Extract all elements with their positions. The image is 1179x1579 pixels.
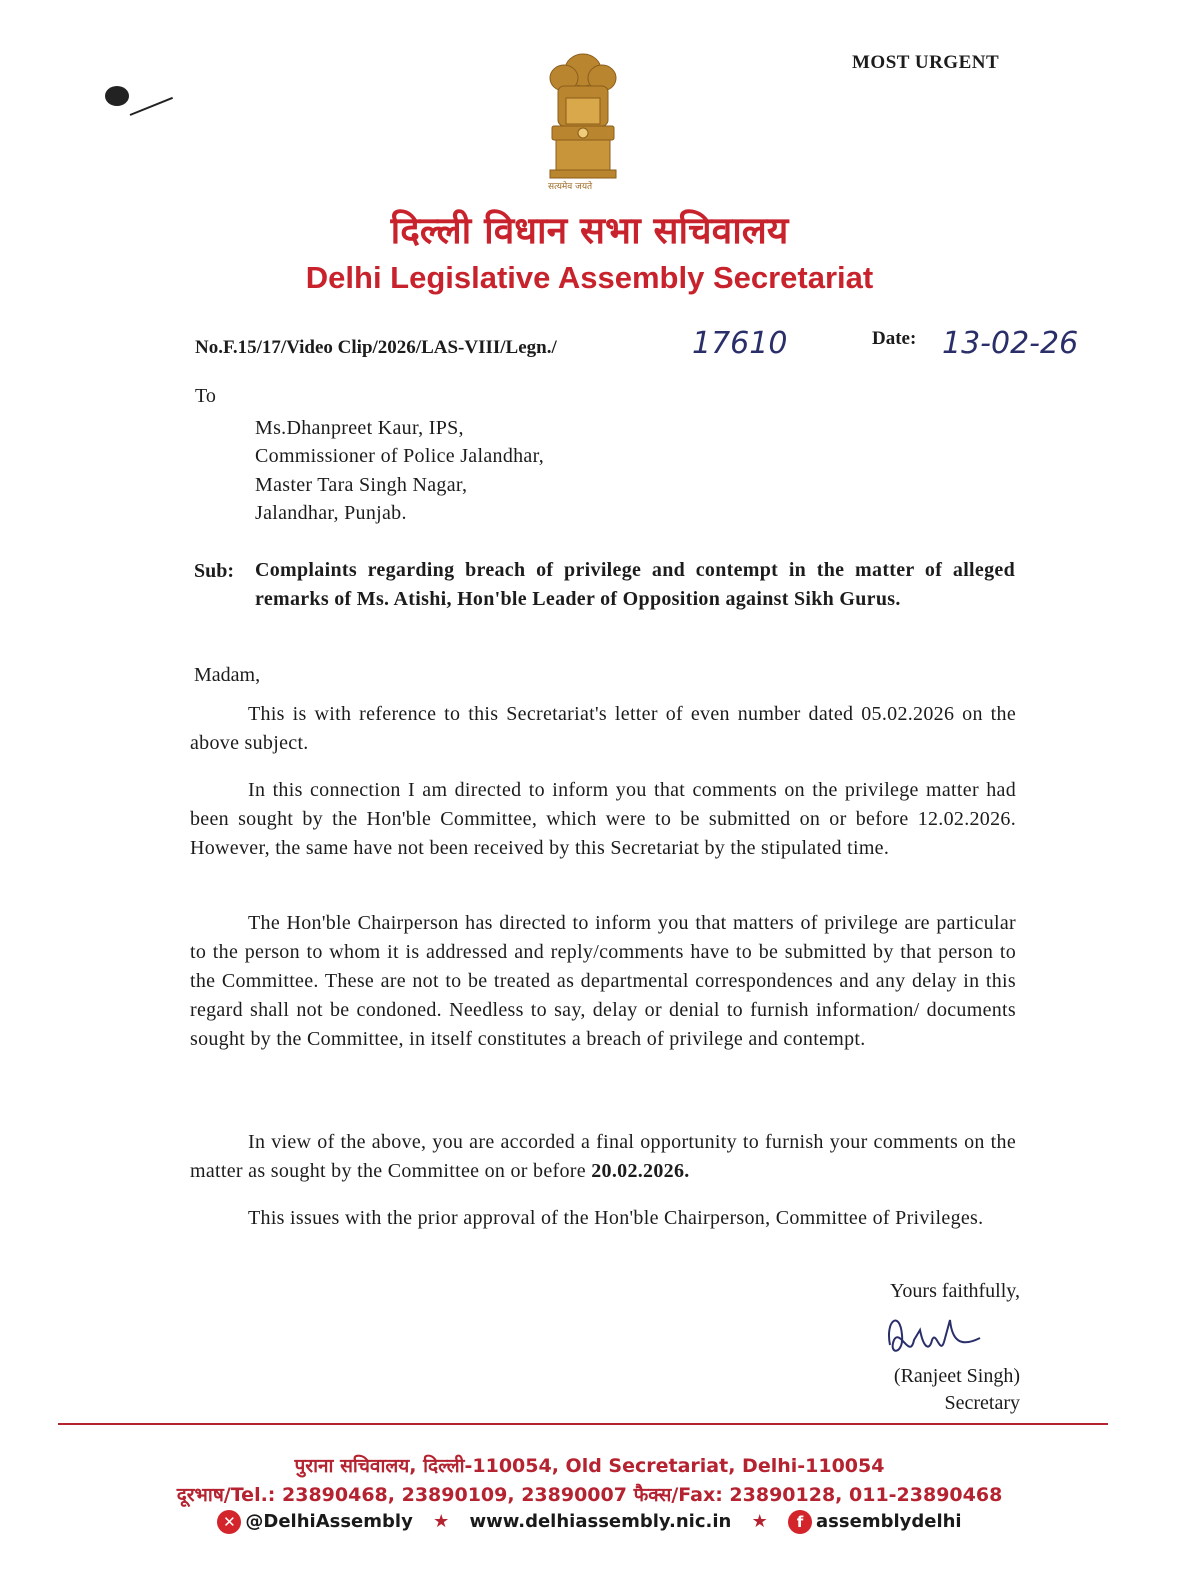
salutation: Madam, bbox=[194, 664, 261, 686]
to-label: To bbox=[195, 385, 216, 407]
deadline-date: 20.02.2026. bbox=[591, 1160, 690, 1182]
date-handwritten: 13-02-26 bbox=[942, 326, 1079, 361]
body-paragraph: This issues with the prior approval of the Hon'ble Chairperson, Committee of Privileges. bbox=[248, 1207, 984, 1229]
footer-phones: दूरभाष/Tel.: 23890468, 23890109, 23890007 फैक्स/Fax: 23890128, 011-23890468 bbox=[176, 1484, 1003, 1506]
urgency-label: MOST URGENT bbox=[852, 52, 1000, 73]
subject-text: Complaints regarding breach of privilege and contempt in the matter of alleged remarks of Ms. Atishi, Hon'ble Leader of Opposition against Sikh Gurus. bbox=[255, 559, 1015, 610]
date-label: Date: bbox=[872, 328, 917, 349]
addressee-line: Master Tara Singh Nagar, bbox=[255, 474, 468, 496]
addressee-line: Ms.Dhanpreet Kaur, IPS, bbox=[255, 417, 464, 439]
reference-number-handwritten: 17610 bbox=[692, 326, 788, 361]
addressee-line: Commissioner of Police Jalandhar, bbox=[255, 445, 545, 467]
hindi-title: दिल्ली विधान सभा सचिवालय bbox=[390, 209, 789, 252]
x-icon: ✕ bbox=[217, 1510, 241, 1534]
facebook-handle[interactable]: assemblydelhi bbox=[816, 1511, 962, 1532]
valediction: Yours faithfully, bbox=[889, 1280, 1020, 1302]
english-title: Delhi Legislative Assembly Secretariat bbox=[305, 260, 874, 295]
website-link[interactable]: www.delhiassembly.nic.in bbox=[469, 1511, 732, 1532]
reference-number: No.F.15/17/Video Clip/2026/LAS-VIII/Legn./ bbox=[195, 337, 557, 358]
signature-mark bbox=[880, 1300, 1010, 1370]
footer-divider bbox=[58, 1423, 1108, 1425]
twitter-handle[interactable]: @DelhiAssembly bbox=[245, 1511, 413, 1532]
body-paragraph: This is with reference to this Secretariat's letter of even number dated 05.02.2026 on the above subject. bbox=[190, 703, 1016, 754]
addressee-line: Jalandhar, Punjab. bbox=[255, 502, 407, 524]
emblem-motto: सत्यमेव जयते bbox=[548, 182, 593, 192]
star-separator-icon: ★ bbox=[433, 1511, 450, 1532]
pen-stroke-mark bbox=[130, 97, 173, 116]
punch-hole-mark bbox=[105, 86, 129, 106]
body-paragraph: In this connection I am directed to inform you that comments on the privilege matter had been sought by the Hon'ble Committee, which were to be submitted on or before 12.02.2026. However, the same have not been received by this Secretariat by the stipulated time. bbox=[190, 779, 1016, 859]
signatory-designation: Secretary bbox=[944, 1392, 1020, 1414]
star-separator-icon: ★ bbox=[751, 1511, 768, 1532]
footer-contacts bbox=[0, 1510, 1179, 1534]
footer-address: पुराना सचिवालय, दिल्ली-110054, Old Secretariat, Delhi-110054 bbox=[294, 1455, 885, 1477]
body-paragraph: The Hon'ble Chairperson has directed to inform you that matters of privilege are particular to the person to whom it is addressed and reply/comments have to be submitted by that person to the Committee. These are not to be treated as departmental correspondences and any delay in this regard shall not be condoned. Needless to say, delay or denial to furnish information/ documents sought by the Committee, in itself constitutes a breach of privilege and contempt. bbox=[190, 912, 1016, 1050]
national-emblem-icon bbox=[538, 48, 628, 198]
signatory-name: (Ranjeet Singh) bbox=[893, 1365, 1020, 1387]
body-paragraph: In view of the above, you are accorded a final opportunity to furnish your comments on the matter as sought by the Committee on or before 20.02.2026. bbox=[190, 1131, 1016, 1182]
facebook-icon: f bbox=[788, 1510, 812, 1534]
subject-label: Sub: bbox=[194, 560, 235, 582]
